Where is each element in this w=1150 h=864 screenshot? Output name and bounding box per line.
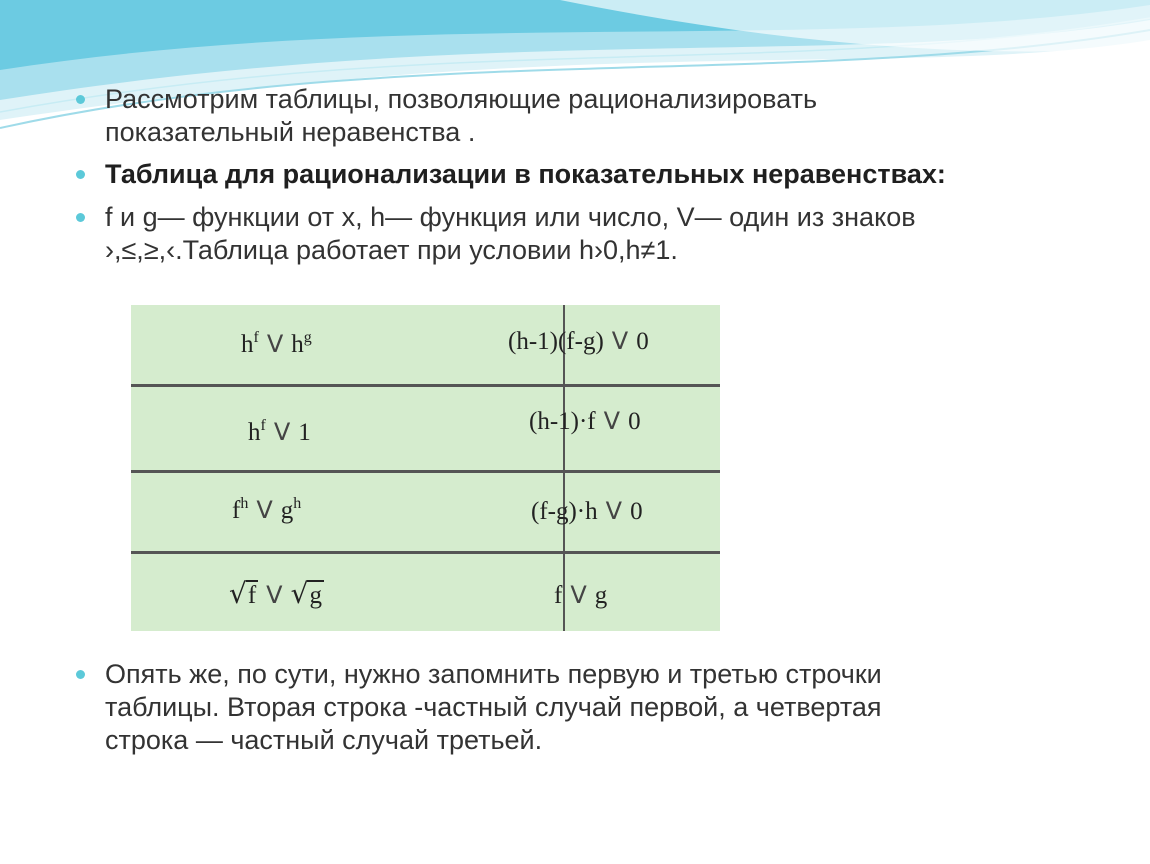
zero: 0 <box>628 408 641 435</box>
bullet-intro-line-1: Рассмотрим таблицы, позволяющие рационализировать <box>105 84 818 114</box>
radicand-g: g <box>309 582 322 609</box>
exponent-h: h <box>240 495 249 512</box>
bullet-dot <box>76 213 85 222</box>
table-row-1-left <box>241 329 312 359</box>
bullet-dot <box>76 670 85 679</box>
table-row-2-right <box>529 407 641 436</box>
bullet-conclusion-line-2: таблицы. Вторая строка -частный случай первой, а четвертая <box>105 692 882 722</box>
g: g <box>594 582 608 609</box>
radical-sign: √ <box>229 577 247 610</box>
rationalization-table <box>131 305 720 631</box>
bullet-conclusion-line-1: Опять же, по сути, нужно запомнить первую и третью строчки <box>105 659 882 689</box>
bullet-table-title-text: Таблица для рационализации в показательных неравенствах: <box>105 159 946 189</box>
table-row-divider <box>131 470 720 473</box>
table-row-3-left <box>232 495 301 525</box>
table-row-divider <box>131 384 720 387</box>
bullet-definitions-text <box>105 201 916 267</box>
bullet-definitions <box>76 201 1086 267</box>
bullet-intro <box>76 83 1086 149</box>
exponent-f: f <box>260 417 266 434</box>
right-expression: (h-1)·f <box>529 408 596 435</box>
base-f: f <box>232 497 241 524</box>
sqrt-f <box>229 577 258 610</box>
relation-sign: V <box>273 418 291 446</box>
bullet-table-title <box>76 158 1086 191</box>
right-expression: (h-1)(f-g) <box>508 328 604 355</box>
zero: 0 <box>636 328 649 355</box>
zero: 0 <box>630 498 643 525</box>
relation-sign: V <box>266 330 284 358</box>
right-expression: (f-g)·h <box>531 498 598 525</box>
table-row-4-right <box>554 581 607 610</box>
relation-sign: V <box>256 496 273 524</box>
radical-sign: √ <box>290 577 309 610</box>
radicand-f: f <box>247 582 257 609</box>
exponent-g: g <box>303 329 312 346</box>
bullet-definitions-line-2: ›,≤,≥,‹.Таблица работает при условии h›0,h≠1. <box>105 235 678 265</box>
f: f <box>554 582 563 609</box>
base-h: h <box>291 331 304 358</box>
base-h: h <box>241 331 254 358</box>
relation-sign: V <box>603 407 621 435</box>
base-h: h <box>248 419 261 446</box>
exponent-f: f <box>253 329 259 346</box>
relation-sign: V <box>570 581 587 609</box>
relation-sign: V <box>611 327 629 355</box>
bullet-dot <box>76 95 85 104</box>
one: 1 <box>298 419 311 446</box>
bullet-definitions-line-1: f и g— функции от x, h— функция или число, V— один из знаков <box>105 202 916 232</box>
exponent-h: h <box>293 495 302 512</box>
relation-sign: V <box>266 581 283 609</box>
bullet-conclusion-line-3: строка — частный случай третьей. <box>105 725 543 755</box>
table-row-divider <box>131 551 720 554</box>
table-row-2-left <box>248 417 311 447</box>
table-row-3-right <box>531 497 643 526</box>
bullet-conclusion <box>76 658 1086 757</box>
bullet-intro-text <box>105 83 817 149</box>
table-row-1-right <box>508 327 649 356</box>
sqrt-g <box>291 577 324 610</box>
bullet-dot <box>76 170 85 179</box>
base-g: g <box>280 497 294 524</box>
table-row-4-left <box>229 577 324 610</box>
bullet-intro-line-2: показательный неравенства . <box>105 117 476 147</box>
bullet-conclusion-text <box>105 658 882 757</box>
relation-sign: V <box>605 497 623 525</box>
